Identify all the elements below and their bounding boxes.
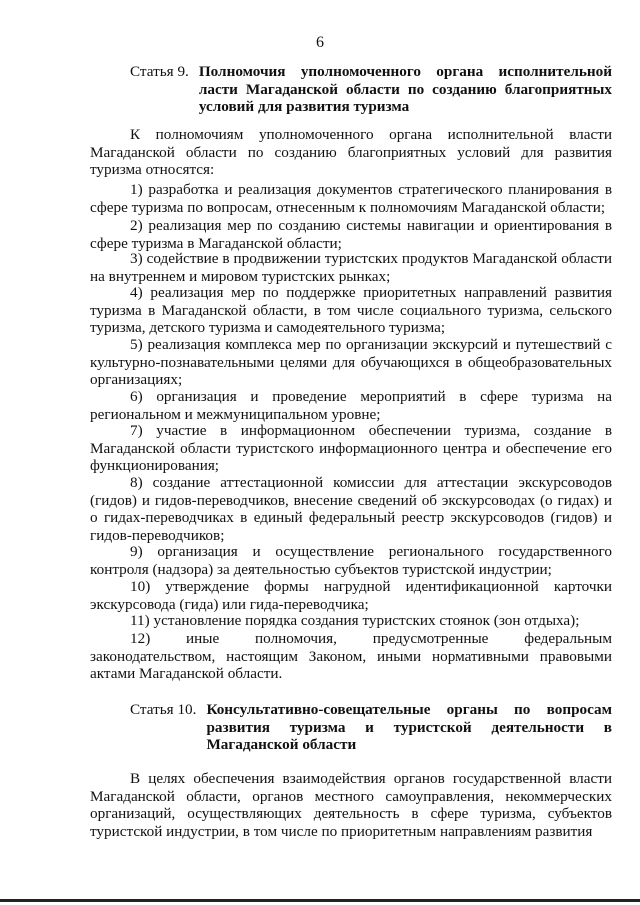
- article-9-item-8: 8) создание аттестационной комиссии для аттестации экскурсоводов (гидов) и гидов-переводчиков, внесение сведений об экскурсоводах (о гидах) и о гидах-переводчиках в единый федеральный реестр экскурсоводов (гидов) и гидов-переводчиков;: [90, 474, 612, 544]
- article-9-item-6: 6) организация и проведение мероприятий в сфере туризма на региональном и межмуниципальном уровне;: [90, 388, 612, 423]
- article-9-item-9: 9) организация и осуществление регионального государственного контроля (надзора) за деятельностью субъектов туристской индустрии;: [90, 543, 612, 578]
- article-10-label: Статья 10.: [130, 701, 197, 718]
- article-9-item-10: 10) утверждение формы нагрудной идентификационной карточки экскурсовода (гида) или гида-переводчика;: [90, 578, 612, 613]
- article-9-item-2: 2) реализация мер по созданию системы навигации и ориентирования в сфере туризма в Магаданской области;: [90, 217, 612, 252]
- article-9-item-11: 11) установление порядка создания туристских стоянок (зон отдыха);: [130, 612, 580, 629]
- page-number: 6: [316, 34, 324, 51]
- article-9-label: Статья 9.: [130, 63, 189, 80]
- article-9-intro: К полномочиям уполномоченного органа исполнительной власти Магаданской области по созданию благоприятных условий для развития туризма относятся:: [90, 126, 612, 179]
- page-bottom-edge: [0, 899, 640, 902]
- article-10-body: В целях обеспечения взаимодействия органов государственной власти Магаданской области, органов местного самоуправления, некоммерческих организаций, осуществляющих деятельность в сфере туризма, субъектов туристской индустрии, в том числе по приоритетным направлениям развития: [90, 770, 612, 840]
- article-10-title: Консультативно-совещательные органы по вопросам развития туризма и туристской деятельности в Магаданской области: [206, 701, 612, 753]
- article-9-item-1: 1) разработка и реализация документов стратегического планирования в сфере туризма по вопросам, отнесенным к полномочиям Магаданской области;: [90, 181, 612, 216]
- article-10-heading: [90, 701, 612, 754]
- article-9-item-4: 4) реализация мер по поддержке приоритетных направлений развития туризма в Магаданской области, в том числе социального туризма, сельского туризма, детского туризма и самодеятельного туризма;: [90, 284, 612, 337]
- article-9-item-7: 7) участие в информационном обеспечении туризма, создание в Магаданской области туристского информационного центра и обеспечение его функционирования;: [90, 422, 612, 475]
- article-9-item-12: 12) иные полномочия, предусмотренные федеральным законодательством, настоящим Законом, иными нормативными правовыми актами Магаданской области.: [90, 630, 612, 683]
- article-9-heading: [90, 63, 612, 116]
- article-9-item-5: 5) реализация комплекса мер по организации экскурсий и путешествий с культурно-познавательными целями для обучающихся в общеобразовательных организациях;: [90, 336, 612, 389]
- article-9-item-3: 3) содействие в продвижении туристских продуктов Магаданской области на внутреннем и мировом туристских рынках;: [90, 250, 612, 285]
- article-9-title: Полномочия уполномоченного органа исполнительной ласти Магаданской области по созданию благоприятных условий для развития туризма: [198, 63, 612, 115]
